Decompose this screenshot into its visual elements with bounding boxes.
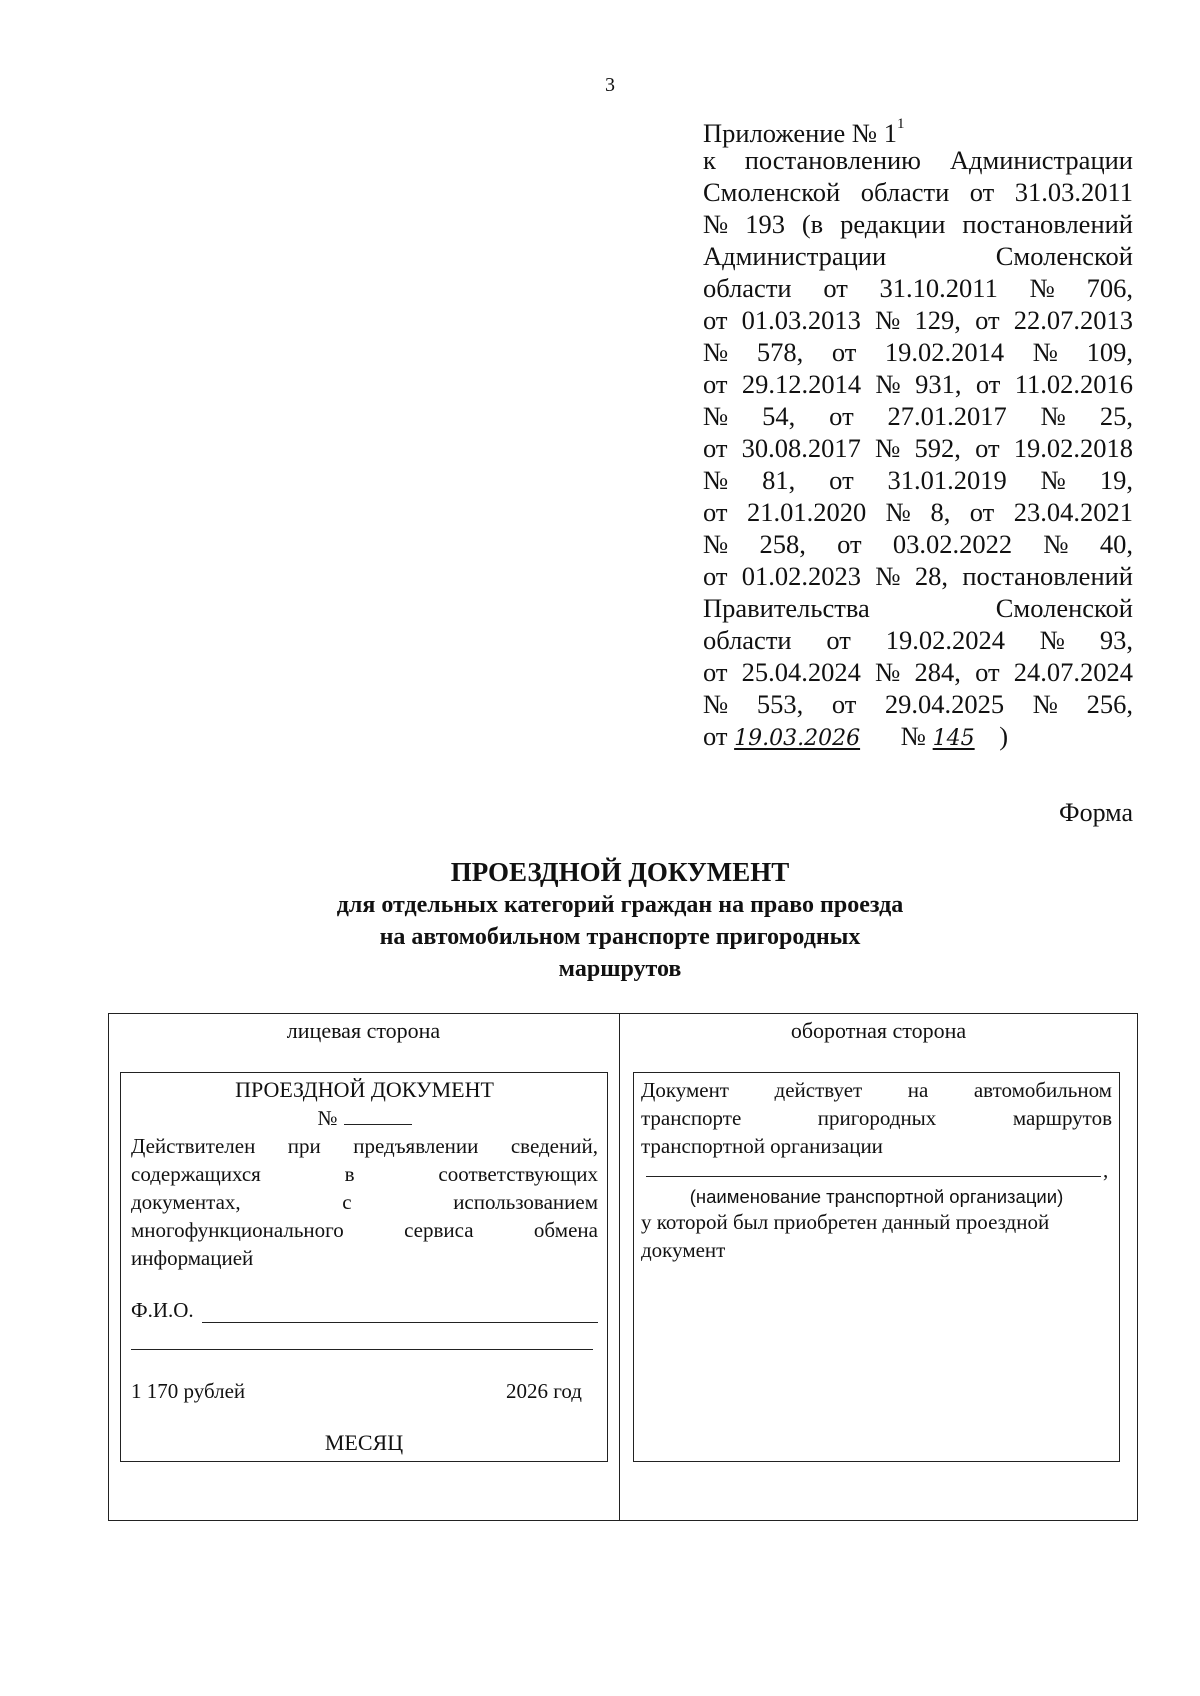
- appendix-block: [703, 112, 1133, 752]
- word: Документ: [641, 1078, 729, 1102]
- word: 578,: [756, 337, 804, 367]
- word: Правительства: [703, 593, 870, 623]
- appendix-line: [703, 528, 1133, 560]
- word: 23.04.2021: [1013, 497, 1133, 527]
- appendix-line: [703, 656, 1133, 688]
- org-comma: ,: [1103, 1158, 1109, 1182]
- word: №: [703, 465, 729, 495]
- word: маршрутов: [1012, 1106, 1112, 1130]
- back-text: [641, 1076, 1112, 1132]
- word: от: [703, 305, 728, 335]
- word: от: [703, 561, 728, 591]
- word: редакции: [840, 209, 946, 239]
- word: сведений,: [510, 1134, 598, 1158]
- front-card-content: [131, 1076, 598, 1272]
- appendix-line: [703, 624, 1133, 656]
- heading-subtitle-1: для отдельных категорий граждан на право проезда: [336, 892, 904, 918]
- appendix-title: Приложение № $1^1$: [703, 116, 905, 148]
- word: Смоленской: [703, 177, 841, 207]
- word: 01.02.2023: [741, 561, 862, 591]
- word: 93,: [1099, 625, 1133, 655]
- org-name-blank: [646, 1176, 1101, 1177]
- word: многофункционального: [131, 1218, 344, 1242]
- appendix-line: [703, 432, 1133, 464]
- word: от: [975, 657, 1000, 687]
- word: с: [342, 1190, 352, 1214]
- word: 8,: [930, 497, 951, 527]
- validity-text: [131, 1132, 598, 1244]
- word: 592,: [914, 433, 961, 463]
- word: 19.02.2024: [885, 625, 1005, 655]
- back-line-3: транспортной организации: [641, 1134, 883, 1158]
- back-after-text: [641, 1208, 1112, 1264]
- appendix-line: [703, 560, 1133, 592]
- validity-line: [131, 1216, 598, 1244]
- word: 31.10.2011: [879, 273, 998, 303]
- word: №: [875, 657, 901, 687]
- word: №: [1029, 273, 1055, 303]
- org-caption: (наименование транспортной организации): [689, 1186, 1064, 1207]
- word: №: [1043, 529, 1069, 559]
- word: к: [703, 145, 716, 175]
- word: от: [975, 369, 1001, 399]
- word: №: [1039, 625, 1066, 655]
- back-after-line-2: документ: [641, 1238, 726, 1262]
- word: от: [975, 305, 1000, 335]
- word: постановлению: [744, 145, 921, 175]
- word: 553,: [756, 689, 804, 719]
- front-side-header: лицевая сторона: [286, 1018, 441, 1043]
- word: от: [831, 689, 857, 719]
- back-side-header: оборотная сторона: [790, 1018, 967, 1043]
- word: 25.04.2024: [741, 657, 861, 687]
- word: от: [837, 529, 862, 559]
- word: (в: [801, 209, 824, 239]
- word: области: [703, 625, 792, 655]
- validity-line: [131, 1188, 598, 1216]
- word: 03.02.2022: [892, 529, 1013, 559]
- word: 30.08.2017: [741, 433, 861, 463]
- word: №: [1032, 337, 1059, 367]
- appendix-line: [703, 464, 1133, 496]
- appendix-line: [703, 176, 1133, 208]
- word: Администрации: [703, 241, 887, 271]
- word: №: [1040, 401, 1066, 431]
- word: на: [907, 1078, 929, 1102]
- word: №: [875, 305, 901, 335]
- document-heading: [200, 855, 1040, 985]
- word: соответствующих: [438, 1162, 598, 1186]
- word: от: [831, 337, 857, 367]
- word: от: [975, 433, 1000, 463]
- word: Действителен: [131, 1134, 256, 1158]
- page-number: 3: [605, 74, 615, 96]
- word: №: [885, 497, 911, 527]
- word: №: [703, 209, 729, 239]
- fio-label: Ф.И.О.: [131, 1298, 194, 1322]
- word: использованием: [453, 1190, 598, 1214]
- appendix-line: [703, 688, 1133, 720]
- word: №: [1032, 689, 1059, 719]
- word: 129,: [914, 305, 961, 335]
- word: №: [875, 561, 901, 591]
- handwritten-date: 19.03.2026: [734, 726, 861, 751]
- handwritten-number: 145: [932, 726, 975, 751]
- back-line: [641, 1104, 1112, 1132]
- word: сервиса: [404, 1218, 474, 1242]
- word: действует: [774, 1078, 863, 1102]
- word: 109,: [1086, 337, 1133, 367]
- appendix-line: [703, 368, 1133, 400]
- word: Смоленской: [995, 593, 1133, 623]
- word: 19,: [1099, 465, 1133, 495]
- word: 28,: [914, 561, 949, 591]
- word: 21.01.2020: [746, 497, 867, 527]
- card-number: №: [131, 1104, 598, 1132]
- word: транспорте: [641, 1106, 742, 1130]
- validity-line: [131, 1132, 598, 1160]
- word: №: [703, 529, 729, 559]
- word: от: [829, 465, 854, 495]
- word: №: [703, 689, 729, 719]
- word: 31.03.2011: [1014, 177, 1133, 207]
- word: 54,: [762, 401, 796, 431]
- appendix-line: [703, 272, 1133, 304]
- price: 1 170 рублей: [131, 1379, 246, 1403]
- word: 29.12.2014: [741, 369, 862, 399]
- word: 256,: [1086, 689, 1133, 719]
- appendix-lines: [703, 144, 1133, 720]
- word: 284,: [914, 657, 961, 687]
- word: при: [287, 1134, 321, 1158]
- month-label: МЕСЯЦ: [324, 1430, 404, 1455]
- word: 22.07.2013: [1013, 305, 1133, 335]
- word: 31.01.2019: [887, 465, 1007, 495]
- word: №: [875, 433, 901, 463]
- word: обмена: [533, 1218, 598, 1242]
- heading-title: ПРОЕЗДНОЙ ДОКУМЕНТ: [450, 857, 790, 887]
- word: от: [703, 497, 728, 527]
- word: 19.02.2014: [884, 337, 1005, 367]
- back-line: [641, 1076, 1112, 1104]
- word: от: [823, 273, 848, 303]
- word: 25,: [1099, 401, 1133, 431]
- word: №: [875, 369, 901, 399]
- heading-subtitle-2: на автомобильном транспорте пригородных: [379, 924, 861, 950]
- number-blank: [344, 1104, 412, 1125]
- word: №: [703, 401, 729, 431]
- word: 27.01.2017: [887, 401, 1007, 431]
- form-label: Форма: [1059, 798, 1133, 827]
- appendix-line: [703, 208, 1133, 240]
- word: пригородных: [817, 1106, 937, 1130]
- validity-line: [131, 1160, 598, 1188]
- word: от: [826, 625, 851, 655]
- back-card-content: [641, 1076, 1112, 1160]
- appendix-line: [703, 336, 1133, 368]
- footnote-marker: 1: [897, 116, 905, 132]
- word: Администрации: [949, 145, 1133, 175]
- word: от: [969, 177, 995, 207]
- year: 2026 год: [506, 1379, 582, 1403]
- word: постановлений: [962, 561, 1133, 591]
- word: №: [703, 337, 729, 367]
- card-title: ПРОЕЗДНОЙ ДОКУМЕНТ: [235, 1077, 494, 1102]
- appendix-last-line: от 19.03.2026 № 145 ): [703, 720, 1133, 752]
- word: документах,: [131, 1190, 241, 1214]
- word: 29.04.2025: [884, 689, 1005, 719]
- word: 931,: [915, 369, 962, 399]
- word: предъявлении: [353, 1134, 479, 1158]
- word: от: [703, 433, 728, 463]
- word: 81,: [762, 465, 796, 495]
- validity-last-line: информацией: [131, 1246, 254, 1270]
- word: от: [829, 401, 854, 431]
- word: 706,: [1086, 273, 1133, 303]
- word: области: [703, 273, 792, 303]
- word: постановлений: [962, 209, 1133, 239]
- word: 01.03.2013: [741, 305, 861, 335]
- column-divider: [619, 1013, 620, 1521]
- word: 258,: [759, 529, 806, 559]
- word: в: [344, 1162, 355, 1186]
- word: от: [703, 369, 728, 399]
- heading-subtitle-3: маршрутов: [558, 956, 682, 982]
- word: №: [1040, 465, 1066, 495]
- fio-field: [131, 1298, 598, 1323]
- word: 24.07.2024: [1013, 657, 1133, 687]
- word: 19.02.2018: [1013, 433, 1133, 463]
- appendix-line: [703, 592, 1133, 624]
- appendix-line: [703, 240, 1133, 272]
- word: 193: [745, 209, 785, 239]
- word: от: [703, 657, 728, 687]
- word: области: [860, 177, 950, 207]
- appendix-line: [703, 400, 1133, 432]
- word: содержащихся: [131, 1162, 261, 1186]
- word: от: [969, 497, 995, 527]
- word: 11.02.2016: [1014, 369, 1133, 399]
- word: автомобильном: [973, 1078, 1112, 1102]
- appendix-line: [703, 304, 1133, 336]
- word: Смоленской: [995, 241, 1133, 271]
- fio-blank-2: [131, 1349, 593, 1350]
- fio-blank: [202, 1300, 598, 1323]
- word: 40,: [1099, 529, 1133, 559]
- back-after-line-1: у которой был приобретен данный проездной: [641, 1210, 1050, 1234]
- appendix-line: [703, 496, 1133, 528]
- appendix-line: [703, 144, 1133, 176]
